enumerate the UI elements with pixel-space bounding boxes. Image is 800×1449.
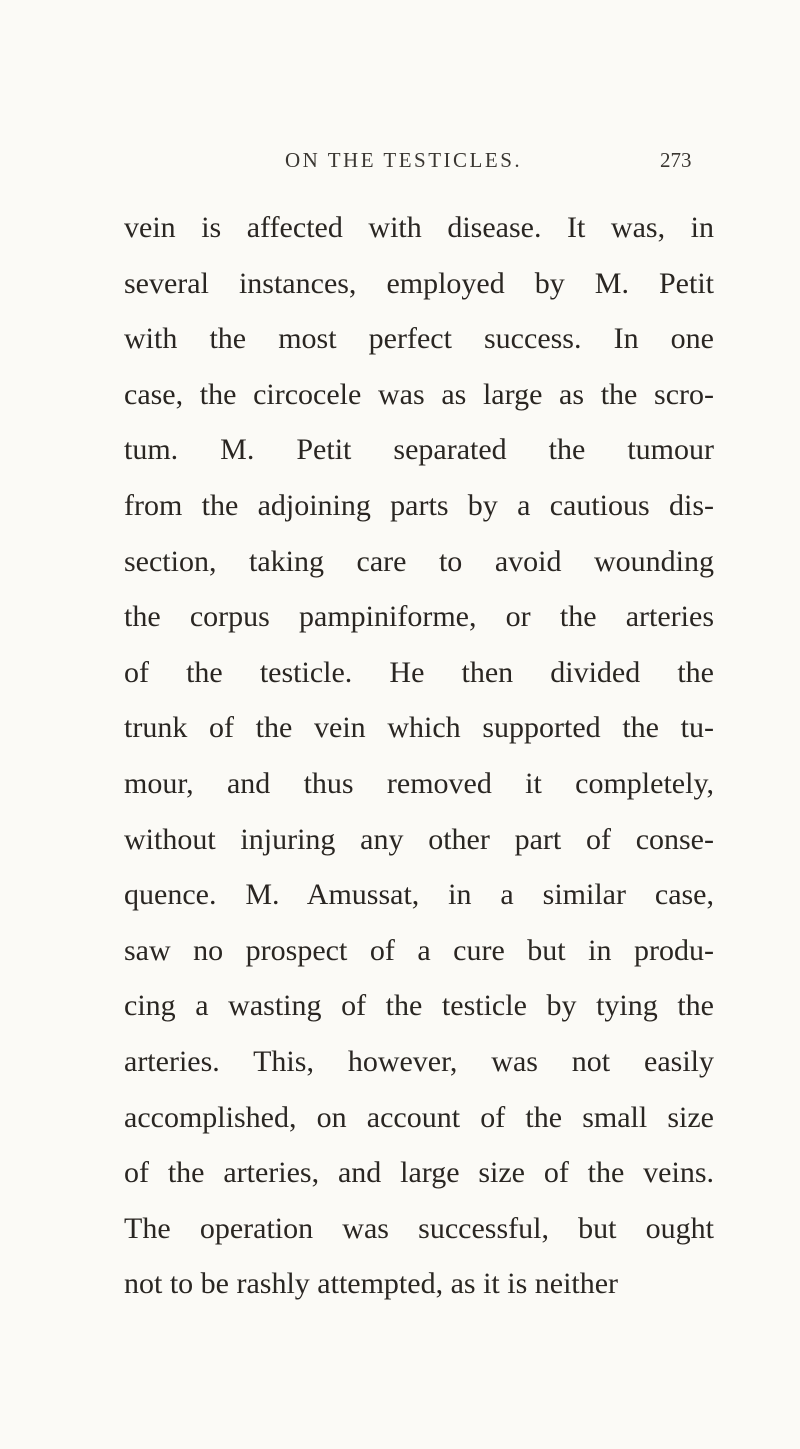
text-line: vein is affected with disease. It was, in (124, 211, 714, 244)
text-line: case, the circocele was as large as the scro- (124, 377, 714, 411)
text-line: accomplished, on account of the small size (124, 1100, 714, 1134)
text-line: quence. M. Amussat, in a similar case, (124, 878, 714, 912)
text-line: of the arteries, and large size of the veins. (124, 1156, 714, 1190)
text-line: tum. M. Petit separated the tumour (124, 433, 714, 467)
text-line: mour, and thus removed it completely, (124, 766, 714, 800)
text-line: The operation was successful, but ought (124, 1211, 714, 1245)
text-line: section, taking care to avoid wounding (124, 544, 714, 578)
text-line: arteries. This, however, was not easily (124, 1044, 714, 1078)
text-line: cing a wasting of the testicle by tying the (124, 989, 714, 1023)
text-line: from the adjoining parts by a cautious dis- (124, 488, 714, 522)
text-line: the corpus pampiniforme, or the arteries (124, 600, 714, 634)
page-number: 273 (660, 148, 692, 172)
running-header (0, 148, 800, 178)
text-line: trunk of the vein which supported the tu- (124, 711, 714, 745)
text-line: of the testicle. He then divided the (124, 655, 714, 689)
text-line: not to be rashly attempted, as it is neither (124, 1267, 619, 1301)
text-line: without injuring any other part of conse- (124, 822, 714, 856)
body-text (124, 200, 714, 1312)
text-line: saw no prospect of a cure but in produ- (124, 933, 714, 967)
text-line: with the most perfect success. In one (124, 322, 714, 356)
running-head-title: ON THE TESTICLES. (285, 148, 523, 172)
text-line: several instances, employed by M. Petit (124, 266, 714, 300)
